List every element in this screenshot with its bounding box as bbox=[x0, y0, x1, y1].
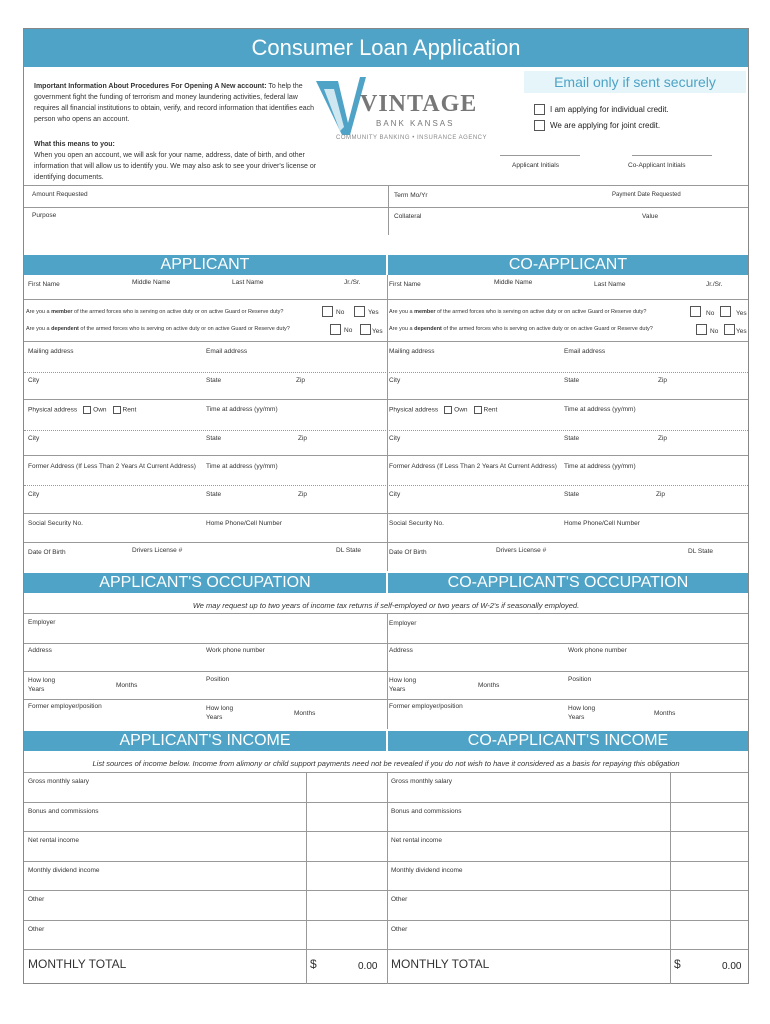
co-state-label-2: State bbox=[564, 435, 580, 442]
co-ssn-label: Social Security No. bbox=[389, 520, 444, 527]
co-income-label-4: Other bbox=[391, 896, 408, 903]
co-member-no-label: No bbox=[706, 310, 715, 317]
co-first-name-label: First Name bbox=[389, 281, 421, 288]
app-income-label-0: Gross monthly salary bbox=[28, 778, 90, 785]
co-state-label-1: State bbox=[564, 377, 580, 384]
co-city-label-3: City bbox=[389, 491, 401, 498]
app-rent-checkbox[interactable] bbox=[113, 406, 121, 414]
app-income-label-2: Net rental income bbox=[28, 837, 79, 844]
app-member-yes-label: Yes bbox=[368, 309, 379, 316]
app-former-months-label: Months bbox=[294, 710, 316, 717]
co-email-label: Email address bbox=[564, 348, 606, 355]
app-former-label: Former Address (If Less Than 2 Years At Current Address) bbox=[28, 463, 196, 470]
app-former-how-long-label: How long Years bbox=[206, 705, 234, 721]
co-time-label-1: Time at address (yy/mm) bbox=[564, 406, 636, 413]
co-how-long-label: How long Years bbox=[389, 677, 417, 693]
app-time-label-2: Time at address (yy/mm) bbox=[206, 463, 278, 470]
coapplicant-band: CO-APPLICANT bbox=[388, 255, 748, 275]
value-label: Value bbox=[642, 213, 659, 220]
co-income-label-5: Other bbox=[391, 925, 408, 933]
app-income-label-5: Other bbox=[28, 925, 45, 933]
form-title: Consumer Loan Application bbox=[251, 35, 521, 60]
co-member-yes-label: Yes bbox=[736, 310, 747, 317]
co-dob-label: Date Of Birth bbox=[389, 549, 427, 556]
co-state-label-3: State bbox=[564, 491, 580, 498]
app-state-label-3: State bbox=[206, 491, 222, 498]
logo-tagline: COMMUNITY BANKING • INSURANCE AGENCY bbox=[336, 135, 488, 141]
app-dependent-yes-checkbox[interactable] bbox=[360, 324, 371, 335]
co-dependent-yes-label: Yes bbox=[736, 328, 747, 335]
co-mailing-label: Mailing address bbox=[389, 348, 435, 355]
app-dependent-yes-label: Yes bbox=[372, 328, 383, 335]
income-row-divider bbox=[24, 861, 748, 862]
coapplicant-initials-label: Co-Applicant Initials bbox=[628, 162, 686, 169]
co-months-label: Months bbox=[478, 682, 500, 689]
logo-name: VINTAGE bbox=[360, 91, 478, 117]
co-income-label-3: Monthly dividend income bbox=[391, 866, 463, 874]
app-email-label: Email address bbox=[206, 348, 248, 355]
app-employer-label: Employer bbox=[28, 619, 56, 626]
app-state-label-1: State bbox=[206, 377, 222, 384]
applicant-band: APPLICANT bbox=[24, 255, 386, 275]
app-city-label-1: City bbox=[28, 377, 40, 384]
means-body: When you open an account, we will ask for your name, address, date of birth, and other information that will allow us to identify you. We may also ask to see your driver's license or identifying documents. bbox=[34, 152, 317, 181]
co-work-phone-label: Work phone number bbox=[568, 647, 627, 654]
co-position-label: Position bbox=[568, 676, 592, 683]
co-physical-label: Physical address Own Rent bbox=[389, 406, 498, 414]
app-emp-address-label: Address bbox=[28, 647, 52, 654]
applicant-initials-line[interactable] bbox=[500, 155, 580, 156]
co-income-label-1: Bonus and commissions bbox=[391, 807, 462, 815]
income-note: List sources of income below. Income from alimony or child support payments need not be revealed if you do not wish to have it considered as a basis for repaying this obligation bbox=[92, 759, 680, 768]
co-zip-label-1: Zip bbox=[658, 377, 668, 384]
app-work-phone-label: Work phone number bbox=[206, 647, 265, 654]
co-phone-label: Home Phone/Cell Number bbox=[564, 520, 640, 527]
co-rent-checkbox[interactable] bbox=[474, 406, 482, 414]
app-zip-label-2: Zip bbox=[298, 435, 308, 442]
app-occupation-band: APPLICANT'S OCCUPATION bbox=[24, 573, 386, 593]
payment-date-label: Payment Date Requested bbox=[612, 192, 681, 198]
co-currency-symbol: $ bbox=[674, 957, 681, 971]
co-income-label-2: Net rental income bbox=[391, 837, 442, 844]
occupation-note: We may request up to two years of income tax returns if self-employed or two years of W-2's if seasonally employed. bbox=[192, 601, 580, 610]
co-time-label-2: Time at address (yy/mm) bbox=[564, 463, 636, 470]
important-heading: Important Information About Procedures For Opening A New account: bbox=[34, 83, 267, 90]
app-income-label-1: Bonus and commissions bbox=[28, 807, 99, 815]
individual-credit-label: I am applying for individual credit. bbox=[550, 105, 669, 114]
app-former-employer-label: Former employer/position bbox=[28, 703, 102, 710]
app-income-band: APPLICANT'S INCOME bbox=[24, 731, 386, 751]
income-row-divider bbox=[24, 890, 748, 891]
email-note: Email only if sent securely bbox=[524, 71, 746, 93]
co-monthly-total-label: MONTHLY TOTAL bbox=[391, 957, 490, 971]
app-dl-label: Drivers License # bbox=[132, 547, 183, 554]
co-member-question: Are you a member of the armed forces who is serving on active duty or on active Guard or Reserve duty? bbox=[389, 309, 647, 315]
app-city-label-3: City bbox=[28, 491, 40, 498]
co-income-label-0: Gross monthly salary bbox=[391, 778, 453, 785]
app-physical-label: Physical address Own Rent bbox=[28, 406, 137, 414]
app-middle-name-label: Middle Name bbox=[132, 279, 171, 286]
joint-credit-label: We are applying for joint credit. bbox=[550, 121, 661, 130]
co-former-label: Former Address (If Less Than 2 Years At Current Address) bbox=[389, 463, 557, 470]
co-member-no-checkbox[interactable] bbox=[690, 306, 701, 317]
co-city-label-2: City bbox=[389, 435, 401, 442]
app-dl-state-label: DL State bbox=[336, 547, 362, 554]
co-dl-label: Drivers License # bbox=[496, 547, 547, 554]
joint-credit-checkbox[interactable] bbox=[534, 120, 545, 131]
app-how-long-label: How long Years bbox=[28, 677, 56, 693]
income-row-divider bbox=[24, 802, 748, 803]
co-middle-name-label: Middle Name bbox=[494, 279, 533, 286]
co-city-label-1: City bbox=[389, 377, 401, 384]
amount-requested-label: Amount Requested bbox=[32, 191, 88, 198]
co-last-name-label: Last Name bbox=[594, 281, 626, 288]
income-row-divider bbox=[24, 920, 748, 921]
co-dependent-yes-checkbox[interactable] bbox=[724, 324, 735, 335]
logo-sub: BANK KANSAS bbox=[376, 119, 455, 128]
income-row-divider bbox=[24, 949, 748, 950]
app-dependent-question: Are you a dependent of the armed forces who is serving on active duty or on active Guard or Reserve duty? bbox=[26, 326, 290, 332]
co-monthly-total-value[interactable]: 0.00 bbox=[722, 961, 742, 972]
means-heading: What this means to you: bbox=[34, 141, 115, 148]
important-info bbox=[34, 81, 319, 125]
header-bar bbox=[24, 29, 748, 67]
app-mailing-label: Mailing address bbox=[28, 348, 74, 355]
app-ssn-label: Social Security No. bbox=[28, 520, 83, 527]
co-dependent-no-checkbox[interactable] bbox=[696, 324, 707, 335]
co-former-employer-label: Former employer/position bbox=[389, 703, 463, 710]
app-currency-symbol: $ bbox=[310, 957, 317, 971]
co-dl-state-label: DL State bbox=[688, 548, 714, 555]
app-member-no-label: No bbox=[336, 309, 345, 316]
app-dependent-no-label: No bbox=[344, 327, 353, 334]
means-info bbox=[34, 139, 319, 183]
app-income-label-3: Monthly dividend income bbox=[28, 866, 100, 874]
app-income-label-4: Other bbox=[28, 896, 45, 903]
app-monthly-total-value[interactable]: 0.00 bbox=[358, 961, 378, 972]
coapp-occupation-band: CO-APPLICANT'S OCCUPATION bbox=[388, 573, 748, 593]
vintage-bank-logo bbox=[316, 75, 486, 149]
app-last-name-label: Last Name bbox=[232, 279, 264, 286]
app-own-checkbox[interactable] bbox=[83, 406, 91, 414]
co-member-yes-checkbox[interactable] bbox=[720, 306, 731, 317]
collateral-label: Collateral bbox=[394, 213, 422, 220]
co-jrsr-label: Jr./Sr. bbox=[706, 281, 723, 288]
applicant-initials-label: Applicant Initials bbox=[512, 162, 559, 169]
app-position-label: Position bbox=[206, 676, 230, 683]
app-jrsr-label: Jr./Sr. bbox=[344, 279, 361, 286]
co-own-checkbox[interactable] bbox=[444, 406, 452, 414]
income-row-divider bbox=[24, 831, 748, 832]
loan-application-form bbox=[23, 28, 749, 984]
app-member-no-checkbox[interactable] bbox=[322, 306, 333, 317]
co-dependent-question: Are you a dependent of the armed forces who is serving on active duty or on active Guard or Reserve duty? bbox=[389, 326, 653, 332]
app-dependent-no-checkbox[interactable] bbox=[330, 324, 341, 335]
coapp-income-band: CO-APPLICANT'S INCOME bbox=[388, 731, 748, 751]
individual-credit-checkbox[interactable] bbox=[534, 104, 545, 115]
app-city-label-2: City bbox=[28, 435, 40, 442]
important-body: To help the government fight the funding of terrorism and money laundering activities, federal law requires all financial institutions to obtain, verify, and record information that identifies each person who opens an account. bbox=[34, 83, 315, 123]
co-former-how-long-label: How long Years bbox=[568, 705, 596, 721]
co-former-months-label: Months bbox=[654, 710, 676, 717]
app-state-label-2: State bbox=[206, 435, 222, 442]
term-label: Term Mo/Yr bbox=[394, 192, 428, 199]
app-phone-label: Home Phone/Cell Number bbox=[206, 520, 282, 527]
purpose-label: Purpose bbox=[32, 212, 57, 219]
app-zip-label-3: Zip bbox=[298, 491, 308, 498]
co-zip-label-2: Zip bbox=[658, 435, 668, 442]
app-member-question: Are you a member of the armed forces who is serving on active duty or on active Guard or Reserve duty? bbox=[26, 309, 284, 315]
co-emp-address-label: Address bbox=[389, 647, 413, 654]
app-zip-label-1: Zip bbox=[296, 377, 306, 384]
app-months-label: Months bbox=[116, 682, 138, 689]
app-monthly-total-label: MONTHLY TOTAL bbox=[28, 957, 127, 971]
app-member-yes-checkbox[interactable] bbox=[354, 306, 365, 317]
app-time-label-1: Time at address (yy/mm) bbox=[206, 406, 278, 413]
co-zip-label-3: Zip bbox=[656, 491, 666, 498]
co-dependent-no-label: No bbox=[710, 328, 719, 335]
app-first-name-label: First Name bbox=[28, 281, 60, 288]
app-dob-label: Date Of Birth bbox=[28, 549, 66, 556]
co-employer-label: Employer bbox=[389, 620, 417, 627]
coapplicant-initials-line[interactable] bbox=[632, 155, 712, 156]
